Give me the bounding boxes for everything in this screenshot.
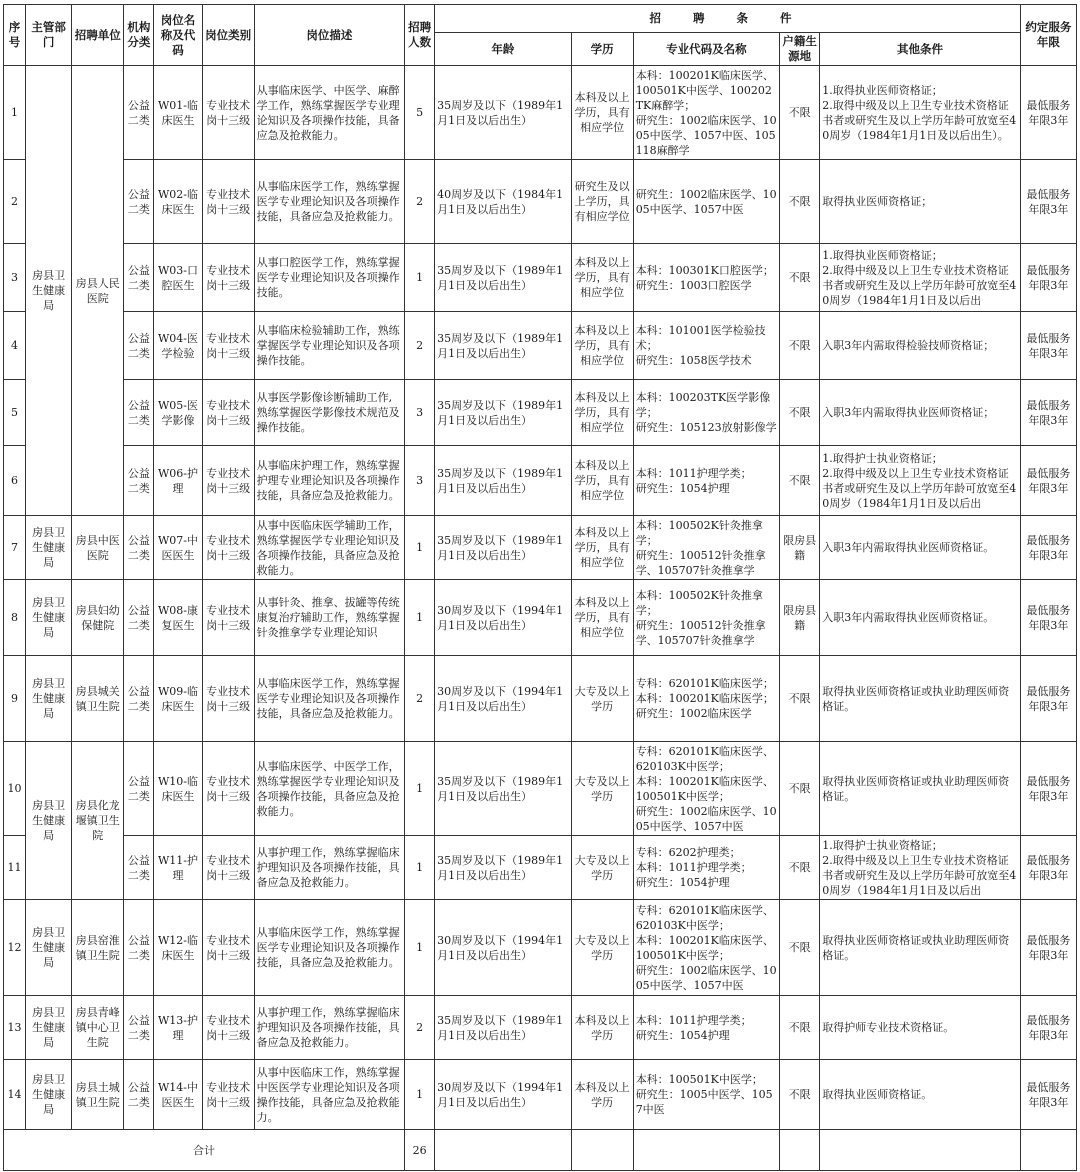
seq-cell: 4 bbox=[4, 312, 26, 380]
seq-cell: 1 bbox=[4, 66, 26, 160]
major-cell: 本科：100501K中医学； 研究生：1005中医学、1057中医 bbox=[633, 1060, 779, 1130]
service-cell: 最低服务年限3年 bbox=[1020, 742, 1076, 836]
post-type-cell: 专业技术岗十三级 bbox=[202, 380, 254, 446]
education-cell: 大专及以上学历 bbox=[571, 836, 633, 900]
seq-cell: 9 bbox=[4, 656, 26, 742]
other-cell: 入职3年内需取得检验技师资格证； bbox=[820, 312, 1021, 380]
header-seq: 序号 bbox=[4, 5, 26, 66]
header-household: 户籍生源地 bbox=[780, 33, 820, 66]
unit-cell: 房县土城镇卫生院 bbox=[72, 1060, 124, 1130]
education-cell: 本科及以上学历，具有相应学位 bbox=[571, 380, 633, 446]
post-name-cell: W14-中医医生 bbox=[154, 1060, 202, 1130]
major-cell: 专科：620101K临床医学、620103K中医学； 本科：100201K临床医学、100501K中医学； 研究生：1002临床医学、1005中医学、1057中医 bbox=[633, 900, 779, 996]
household-cell: 不限 bbox=[780, 380, 820, 446]
household-cell: 限房县籍 bbox=[780, 580, 820, 656]
post-name-cell: W11-护理 bbox=[154, 836, 202, 900]
post-name-cell: W02-临床医生 bbox=[154, 160, 202, 244]
post-type-cell: 专业技术岗十三级 bbox=[202, 516, 254, 580]
desc-cell: 从事临床医学工作，熟练掌握医学专业理论知识及各项操作技能，具备应急及抢救能力。 bbox=[254, 656, 404, 742]
other-cell: 取得执业医师资格证或执业助理医师资格证。 bbox=[820, 900, 1021, 996]
table-row bbox=[4, 160, 1077, 244]
age-cell: 35周岁及以下（1989年1月1日及以后出生） bbox=[435, 380, 571, 446]
service-cell: 最低服务年限3年 bbox=[1020, 1060, 1076, 1130]
seq-cell: 12 bbox=[4, 900, 26, 996]
service-cell: 最低服务年限3年 bbox=[1020, 996, 1076, 1060]
education-cell: 大专及以上学历 bbox=[571, 656, 633, 742]
dept-cell: 房县卫生健康局 bbox=[26, 656, 72, 742]
household-cell: 不限 bbox=[780, 656, 820, 742]
header-service: 约定服务年限 bbox=[1020, 5, 1076, 66]
post-name-cell: W05-医学影像 bbox=[154, 380, 202, 446]
header-row-top bbox=[4, 5, 1077, 33]
count-cell: 1 bbox=[405, 1060, 435, 1130]
age-cell: 35周岁及以下（1989年1月1日及以后出生） bbox=[435, 312, 571, 380]
post-type-cell: 专业技术岗十三级 bbox=[202, 900, 254, 996]
table-row bbox=[4, 656, 1077, 742]
household-cell: 不限 bbox=[780, 66, 820, 160]
table-row bbox=[4, 516, 1077, 580]
header-age: 年龄 bbox=[435, 33, 571, 66]
header-count: 招聘人数 bbox=[405, 5, 435, 66]
table-row bbox=[4, 836, 1077, 900]
education-cell: 本科及以上学历，具有相应学位 bbox=[571, 516, 633, 580]
post-name-cell: W12-临床医生 bbox=[154, 900, 202, 996]
household-cell: 不限 bbox=[780, 1060, 820, 1130]
total-empty-cell bbox=[1020, 1130, 1076, 1171]
education-cell: 本科及以上学历，具有相应学位 bbox=[571, 312, 633, 380]
service-cell: 最低服务年限3年 bbox=[1020, 160, 1076, 244]
household-cell: 不限 bbox=[780, 160, 820, 244]
desc-cell: 从事临床医学工作，熟练掌握医学专业理论知识及各项操作技能，具备应急及抢救能力。 bbox=[254, 160, 404, 244]
post-name-cell: W01-临床医生 bbox=[154, 66, 202, 160]
table-row bbox=[4, 312, 1077, 380]
seq-cell: 8 bbox=[4, 580, 26, 656]
count-cell: 5 bbox=[405, 66, 435, 160]
unit-cell: 房县窑淮镇卫生院 bbox=[72, 900, 124, 996]
household-cell: 不限 bbox=[780, 244, 820, 312]
post-type-cell: 专业技术岗十三级 bbox=[202, 446, 254, 516]
age-cell: 35周岁及以下（1989年1月1日及以后出生） bbox=[435, 244, 571, 312]
unit-cell: 房县妇幼保健院 bbox=[72, 580, 124, 656]
table-body bbox=[4, 66, 1077, 1171]
count-cell: 1 bbox=[405, 580, 435, 656]
category-cell: 公益二类 bbox=[124, 742, 154, 836]
household-cell: 不限 bbox=[780, 836, 820, 900]
service-cell: 最低服务年限3年 bbox=[1020, 244, 1076, 312]
category-cell: 公益二类 bbox=[124, 656, 154, 742]
major-cell: 本科：100201K临床医学、100501K中医学、100202TK麻醉学； 研究生：1002临床医学、1005中医学、1057中医、105118麻醉学 bbox=[633, 66, 779, 160]
total-label: 合计 bbox=[4, 1130, 405, 1171]
post-name-cell: W13-护理 bbox=[154, 996, 202, 1060]
table-row bbox=[4, 996, 1077, 1060]
post-name-cell: W10-临床医生 bbox=[154, 742, 202, 836]
desc-cell: 从事针灸、推拿、拔罐等传统康复治疗辅助工作，熟练掌握针灸推拿学专业理论知识 bbox=[254, 580, 404, 656]
household-cell: 不限 bbox=[780, 996, 820, 1060]
major-cell: 本科：100502K针灸推拿学； 研究生：100512针灸推拿学、105707针灸推拿学 bbox=[633, 580, 779, 656]
header-post-type: 岗位类别 bbox=[202, 5, 254, 66]
other-cell: 取得护师专业技术资格证。 bbox=[820, 996, 1021, 1060]
count-cell: 3 bbox=[405, 446, 435, 516]
other-cell: 1.取得执业医师资格证； 2.取得中级及以上卫生专业技术资格证书者或研究生及以上学历年龄可放宽至40周岁（1984年1月1日及以后出生）。 bbox=[820, 66, 1021, 160]
other-cell: 入职3年内需取得执业医师资格证。 bbox=[820, 580, 1021, 656]
total-row bbox=[4, 1130, 1077, 1171]
unit-cell: 房县城关镇卫生院 bbox=[72, 656, 124, 742]
desc-cell: 从事临床医学工作，熟练掌握医学专业理论知识及各项操作技能，具备应急及抢救能力。 bbox=[254, 900, 404, 996]
table-row bbox=[4, 380, 1077, 446]
total-empty-cell bbox=[820, 1130, 1021, 1171]
age-cell: 35周岁及以下（1989年1月1日及以后出生） bbox=[435, 66, 571, 160]
unit-cell: 房县中医医院 bbox=[72, 516, 124, 580]
age-cell: 30周岁及以下（1994年1月1日及以后出生） bbox=[435, 1060, 571, 1130]
post-name-cell: W03-口腔医生 bbox=[154, 244, 202, 312]
category-cell: 公益二类 bbox=[124, 580, 154, 656]
service-cell: 最低服务年限3年 bbox=[1020, 66, 1076, 160]
count-cell: 3 bbox=[405, 380, 435, 446]
category-cell: 公益二类 bbox=[124, 160, 154, 244]
major-cell: 专科：620101K临床医学、620103K中医学； 本科：100201K临床医学、100501K中医学； 研究生：1002临床医学、1005中医学、1057中医 bbox=[633, 742, 779, 836]
post-type-cell: 专业技术岗十三级 bbox=[202, 836, 254, 900]
service-cell: 最低服务年限3年 bbox=[1020, 380, 1076, 446]
other-cell: 入职3年内需取得执业医师资格证。 bbox=[820, 516, 1021, 580]
desc-cell: 从事临床医学、中医学工作，熟练掌握医学专业理论知识及各项操作技能，具备应急及抢救能力。 bbox=[254, 742, 404, 836]
count-cell: 1 bbox=[405, 900, 435, 996]
major-cell: 本科：1011护理学类； 研究生：1054护理 bbox=[633, 446, 779, 516]
total-empty-cell bbox=[633, 1130, 779, 1171]
major-cell: 研究生：1002临床医学、1005中医学、1057中医 bbox=[633, 160, 779, 244]
table-row bbox=[4, 244, 1077, 312]
unit-cell: 房县化龙堰镇卫生院 bbox=[72, 742, 124, 900]
other-cell: 取得执业医师资格证。 bbox=[820, 1060, 1021, 1130]
education-cell: 研究生及以上学历，具有相应学位 bbox=[571, 160, 633, 244]
seq-cell: 14 bbox=[4, 1060, 26, 1130]
household-cell: 不限 bbox=[780, 742, 820, 836]
seq-cell: 11 bbox=[4, 836, 26, 900]
header-other: 其他条件 bbox=[820, 33, 1021, 66]
household-cell: 不限 bbox=[780, 312, 820, 380]
age-cell: 30周岁及以下（1994年1月1日及以后出生） bbox=[435, 656, 571, 742]
dept-cell: 房县卫生健康局 bbox=[26, 516, 72, 580]
category-cell: 公益二类 bbox=[124, 1060, 154, 1130]
unit-cell: 房县人民医院 bbox=[72, 66, 124, 516]
post-type-cell: 专业技术岗十三级 bbox=[202, 160, 254, 244]
count-cell: 2 bbox=[405, 996, 435, 1060]
category-cell: 公益二类 bbox=[124, 996, 154, 1060]
service-cell: 最低服务年限3年 bbox=[1020, 900, 1076, 996]
major-cell: 本科：100203TK医学影像学； 研究生：105123放射影像学 bbox=[633, 380, 779, 446]
header-requirements: 招 聘 条 件 bbox=[435, 5, 1021, 33]
post-type-cell: 专业技术岗十三级 bbox=[202, 244, 254, 312]
post-name-cell: W08-康复医生 bbox=[154, 580, 202, 656]
count-cell: 1 bbox=[405, 836, 435, 900]
age-cell: 35周岁及以下（1989年1月1日及以后出生） bbox=[435, 996, 571, 1060]
desc-cell: 从事护理工作，熟练掌握临床护理知识及各项操作技能，具备应急及抢救能力。 bbox=[254, 836, 404, 900]
post-name-cell: W04-医学检验 bbox=[154, 312, 202, 380]
post-type-cell: 专业技术岗十三级 bbox=[202, 66, 254, 160]
count-cell: 2 bbox=[405, 656, 435, 742]
service-cell: 最低服务年限3年 bbox=[1020, 446, 1076, 516]
count-cell: 2 bbox=[405, 312, 435, 380]
table-row bbox=[4, 66, 1077, 160]
education-cell: 本科及以上学历，具有相应学位 bbox=[571, 244, 633, 312]
total-empty-cell bbox=[780, 1130, 820, 1171]
other-cell: 取得执业医师资格证； bbox=[820, 160, 1021, 244]
education-cell: 本科及以上学历，具有相应学位 bbox=[571, 66, 633, 160]
service-cell: 最低服务年限3年 bbox=[1020, 580, 1076, 656]
header-unit: 招聘单位 bbox=[72, 5, 124, 66]
total-count: 26 bbox=[405, 1130, 435, 1171]
count-cell: 1 bbox=[405, 742, 435, 836]
dept-cell: 房县卫生健康局 bbox=[26, 996, 72, 1060]
category-cell: 公益二类 bbox=[124, 244, 154, 312]
other-cell: 1.取得护士执业资格证； 2.取得中级及以上卫生专业技术资格证书者或研究生及以上学历年龄可放宽至40周岁（1984年1月1日及以后出 bbox=[820, 836, 1021, 900]
header-major: 专业代码及名称 bbox=[633, 33, 779, 66]
table-row bbox=[4, 900, 1077, 996]
major-cell: 专科：620101K临床医学； 本科：100201K临床医学； 研究生：1002临床医学 bbox=[633, 656, 779, 742]
desc-cell: 从事临床检验辅助工作，熟练掌握医学专业理论知识及各项操作技能。 bbox=[254, 312, 404, 380]
other-cell: 取得执业医师资格证或执业助理医师资格证。 bbox=[820, 656, 1021, 742]
unit-cell: 房县青峰镇中心卫生院 bbox=[72, 996, 124, 1060]
header-dept: 主管部门 bbox=[26, 5, 72, 66]
major-cell: 本科：100301K口腔医学； 研究生：1003口腔医学 bbox=[633, 244, 779, 312]
count-cell: 2 bbox=[405, 160, 435, 244]
post-type-cell: 专业技术岗十三级 bbox=[202, 742, 254, 836]
dept-cell: 房县卫生健康局 bbox=[26, 580, 72, 656]
dept-cell: 房县卫生健康局 bbox=[26, 1060, 72, 1130]
major-cell: 本科：100502K针灸推拿学； 研究生：100512针灸推拿学、105707针灸推拿学 bbox=[633, 516, 779, 580]
post-name-cell: W07-中医医生 bbox=[154, 516, 202, 580]
age-cell: 35周岁及以下（1989年1月1日及以后出生） bbox=[435, 836, 571, 900]
post-type-cell: 专业技术岗十三级 bbox=[202, 580, 254, 656]
header-post-name: 岗位名称及代码 bbox=[154, 5, 202, 66]
seq-cell: 5 bbox=[4, 380, 26, 446]
category-cell: 公益二类 bbox=[124, 836, 154, 900]
table-row bbox=[4, 446, 1077, 516]
age-cell: 35周岁及以下（1989年1月1日及以后出生） bbox=[435, 516, 571, 580]
education-cell: 本科及以上学历 bbox=[571, 1060, 633, 1130]
seq-cell: 10 bbox=[4, 742, 26, 836]
desc-cell: 从事中医临床医学辅助工作，熟练掌握医学专业理论知识及各项操作技能，具备应急及抢救能力。 bbox=[254, 516, 404, 580]
age-cell: 35周岁及以下（1989年1月1日及以后出生） bbox=[435, 446, 571, 516]
major-cell: 专科：6202护理类； 本科：1011护理学类； 研究生：1054护理 bbox=[633, 836, 779, 900]
age-cell: 40周岁及以下（1984年1月1日及以后出生） bbox=[435, 160, 571, 244]
other-cell: 1.取得护士执业资格证； 2.取得中级及以上卫生专业技术资格证书者或研究生及以上学历年龄可放宽至40周岁（1984年1月1日及以后出 bbox=[820, 446, 1021, 516]
major-cell: 本科：1011护理学类； 研究生：1054护理 bbox=[633, 996, 779, 1060]
post-type-cell: 专业技术岗十三级 bbox=[202, 1060, 254, 1130]
household-cell: 限房县籍 bbox=[780, 516, 820, 580]
post-type-cell: 专业技术岗十三级 bbox=[202, 656, 254, 742]
count-cell: 1 bbox=[405, 244, 435, 312]
category-cell: 公益二类 bbox=[124, 516, 154, 580]
total-empty-cell bbox=[435, 1130, 571, 1171]
service-cell: 最低服务年限3年 bbox=[1020, 836, 1076, 900]
household-cell: 不限 bbox=[780, 900, 820, 996]
age-cell: 30周岁及以下（1994年1月1日及以后出生） bbox=[435, 900, 571, 996]
education-cell: 本科及以上学历，具有相应学位 bbox=[571, 446, 633, 516]
education-cell: 本科及以上学历，具有相应学位 bbox=[571, 580, 633, 656]
service-cell: 最低服务年限3年 bbox=[1020, 516, 1076, 580]
dept-cell: 房县卫生健康局 bbox=[26, 900, 72, 996]
table-row bbox=[4, 742, 1077, 836]
category-cell: 公益二类 bbox=[124, 312, 154, 380]
desc-cell: 从事临床护理工作，熟练掌握护理专业理论知识及各项操作技能，具备应急及抢救能力。 bbox=[254, 446, 404, 516]
service-cell: 最低服务年限3年 bbox=[1020, 656, 1076, 742]
desc-cell: 从事护理工作，熟练掌握临床护理知识及各项操作技能，具备应急及抢救能力。 bbox=[254, 996, 404, 1060]
desc-cell: 从事中医临床工作，熟练掌握中医医学专业理论知识及各项操作技能，具备应急及抢救能力。 bbox=[254, 1060, 404, 1130]
education-cell: 本科及以上学历 bbox=[571, 996, 633, 1060]
other-cell: 取得执业医师资格证或执业助理医师资格证。 bbox=[820, 742, 1021, 836]
count-cell: 1 bbox=[405, 516, 435, 580]
education-cell: 大专及以上学历 bbox=[571, 742, 633, 836]
desc-cell: 从事临床医学、中医学、麻醉学工作，熟练掌握医学专业理论知识及各项操作技能，具备应急及抢救能力。 bbox=[254, 66, 404, 160]
dept-cell: 房县卫生健康局 bbox=[26, 66, 72, 516]
major-cell: 本科：101001医学检验技术； 研究生：1058医学技术 bbox=[633, 312, 779, 380]
post-type-cell: 专业技术岗十三级 bbox=[202, 312, 254, 380]
seq-cell: 3 bbox=[4, 244, 26, 312]
total-empty-cell bbox=[571, 1130, 633, 1171]
header-desc: 岗位描述 bbox=[254, 5, 404, 66]
age-cell: 30周岁及以下（1994年1月1日及以后出生） bbox=[435, 580, 571, 656]
age-cell: 35周岁及以下（1989年1月1日及以后出生） bbox=[435, 742, 571, 836]
post-name-cell: W06-护理 bbox=[154, 446, 202, 516]
service-cell: 最低服务年限3年 bbox=[1020, 312, 1076, 380]
other-cell: 1.取得执业医师资格证； 2.取得中级及以上卫生专业技术资格证书者或研究生及以上学历年龄可放宽至40周岁（1984年1月1日及以后出 bbox=[820, 244, 1021, 312]
desc-cell: 从事医学影像诊断辅助工作,熟练掌握医学影像技术规范及操作技能。 bbox=[254, 380, 404, 446]
seq-cell: 6 bbox=[4, 446, 26, 516]
header-education: 学历 bbox=[571, 33, 633, 66]
desc-cell: 从事口腔医学工作，熟练掌握医学专业理论知识及各项操作技能。 bbox=[254, 244, 404, 312]
category-cell: 公益二类 bbox=[124, 66, 154, 160]
recruitment-table bbox=[3, 4, 1077, 1171]
post-type-cell: 专业技术岗十三级 bbox=[202, 996, 254, 1060]
category-cell: 公益二类 bbox=[124, 380, 154, 446]
household-cell: 不限 bbox=[780, 446, 820, 516]
post-name-cell: W09-临床医生 bbox=[154, 656, 202, 742]
seq-cell: 7 bbox=[4, 516, 26, 580]
table-row bbox=[4, 1060, 1077, 1130]
category-cell: 公益二类 bbox=[124, 446, 154, 516]
table-row bbox=[4, 580, 1077, 656]
category-cell: 公益二类 bbox=[124, 900, 154, 996]
education-cell: 大专及以上学历 bbox=[571, 900, 633, 996]
seq-cell: 13 bbox=[4, 996, 26, 1060]
seq-cell: 2 bbox=[4, 160, 26, 244]
other-cell: 入职3年内需取得执业医师资格证； bbox=[820, 380, 1021, 446]
dept-cell: 房县卫生健康局 bbox=[26, 742, 72, 900]
header-category: 机构分类 bbox=[124, 5, 154, 66]
table-header bbox=[4, 5, 1077, 66]
